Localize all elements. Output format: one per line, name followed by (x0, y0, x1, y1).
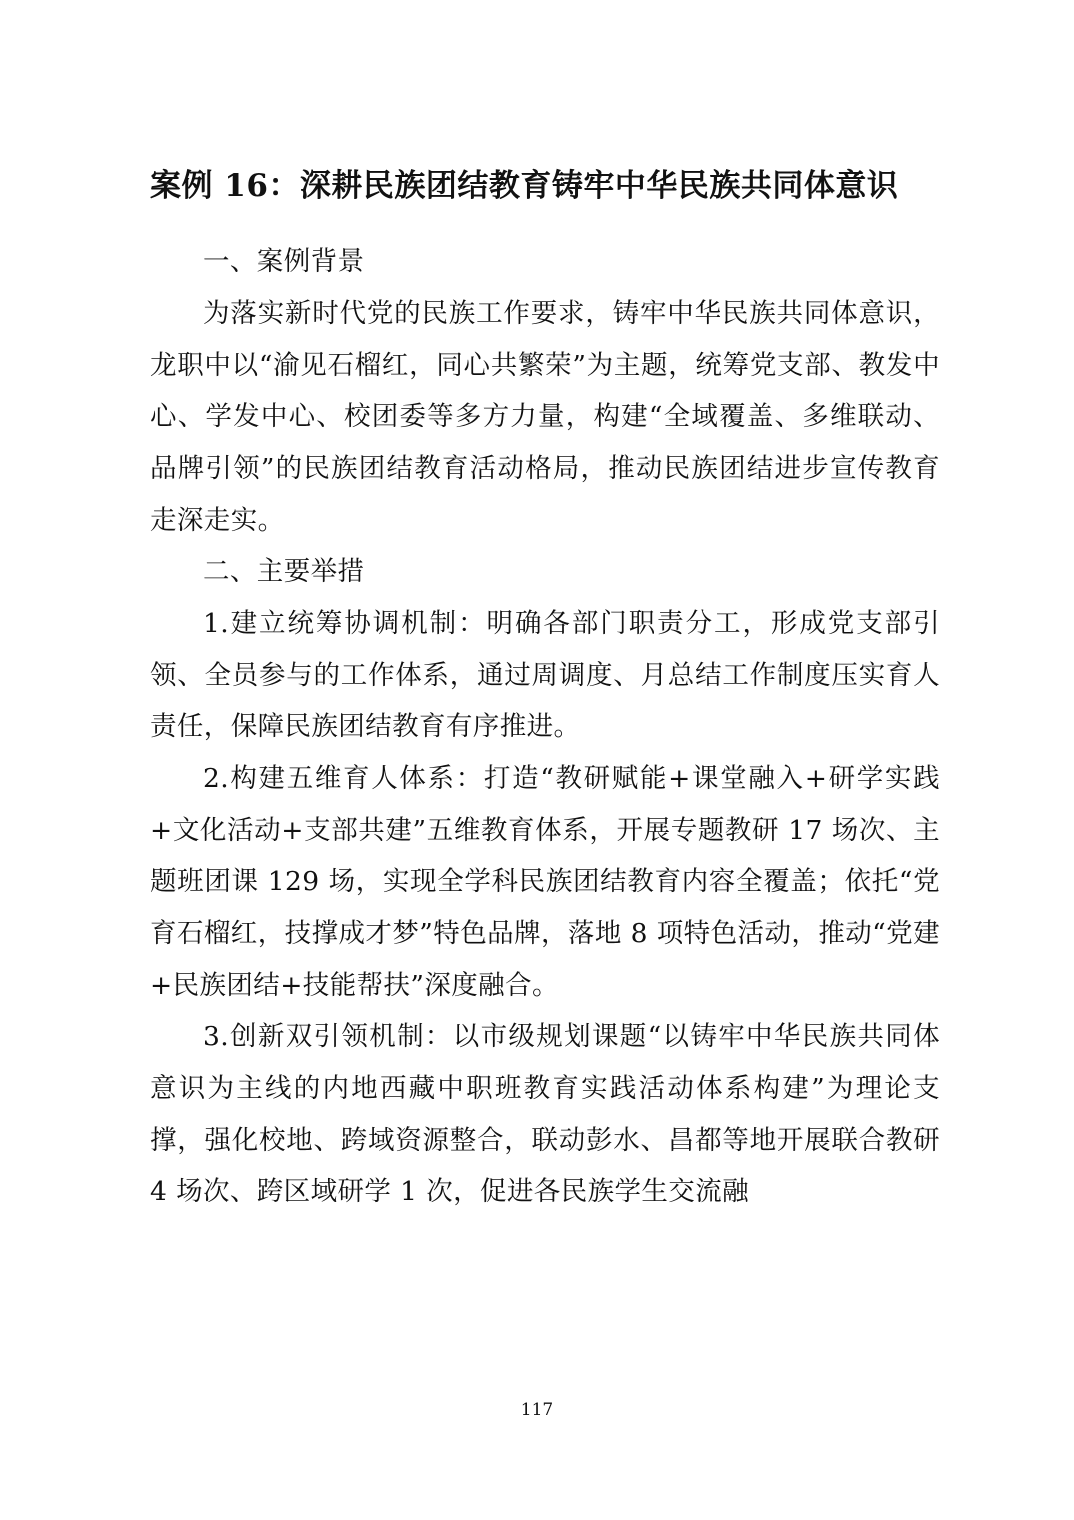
paragraph-background-body: 为落实新时代党的民族工作要求，铸牢中华民族共同体意识，龙职中以“渝见石榴红，同心共繁荣”为主题，统筹党支部、教发中心、学发中心、校团委等多方力量，构建“全域覆盖、多维联动、品牌引领”的民族团结教育活动格局，推动民族团结进步宣传教育走深走实。 (150, 298, 940, 536)
page-number: 117 (520, 1400, 554, 1420)
title-spacer (150, 218, 940, 236)
paragraph-section-background-heading: 一、案例背景 (203, 246, 365, 278)
paragraph-measure-3: 3.创新双引领机制：以市级规划课题“以铸牢中华民族共同体意识为主线的内地西藏中职班教育实践活动体系构建”为理论支撑，强化校地、跨域资源整合，联动彭水、昌都等地开展联合教研 4 场次、跨区域研学 1 次，促进各民族学生交流融 (150, 1021, 940, 1208)
page-title: 案例 16：深耕民族团结教育铸牢中华民族共同体意识 (150, 168, 899, 204)
document-body (150, 165, 940, 1218)
paragraph-section-measures-heading: 二、主要举措 (203, 556, 365, 588)
paragraph-measure-1: 1.建立统筹协调机制：明确各部门职责分工，形成党支部引领、全员参与的工作体系，通过周调度、月总结工作制度压实育人责任，保障民族团结教育有序推进。 (150, 608, 940, 743)
paragraph-measure-2: 2.构建五维育人体系：打造“教研赋能+课堂融入+研学实践+文化活动+支部共建”五维教育体系，开展专题教研 17 场次、主题班团课 129 场，实现全学科民族团结教育内容全覆盖；依托“党育石榴红，技撑成才梦”特色品牌，落地 8 项特色活动，推动“党建+民族团结+技能帮扶”深度融合。 (150, 763, 940, 1001)
